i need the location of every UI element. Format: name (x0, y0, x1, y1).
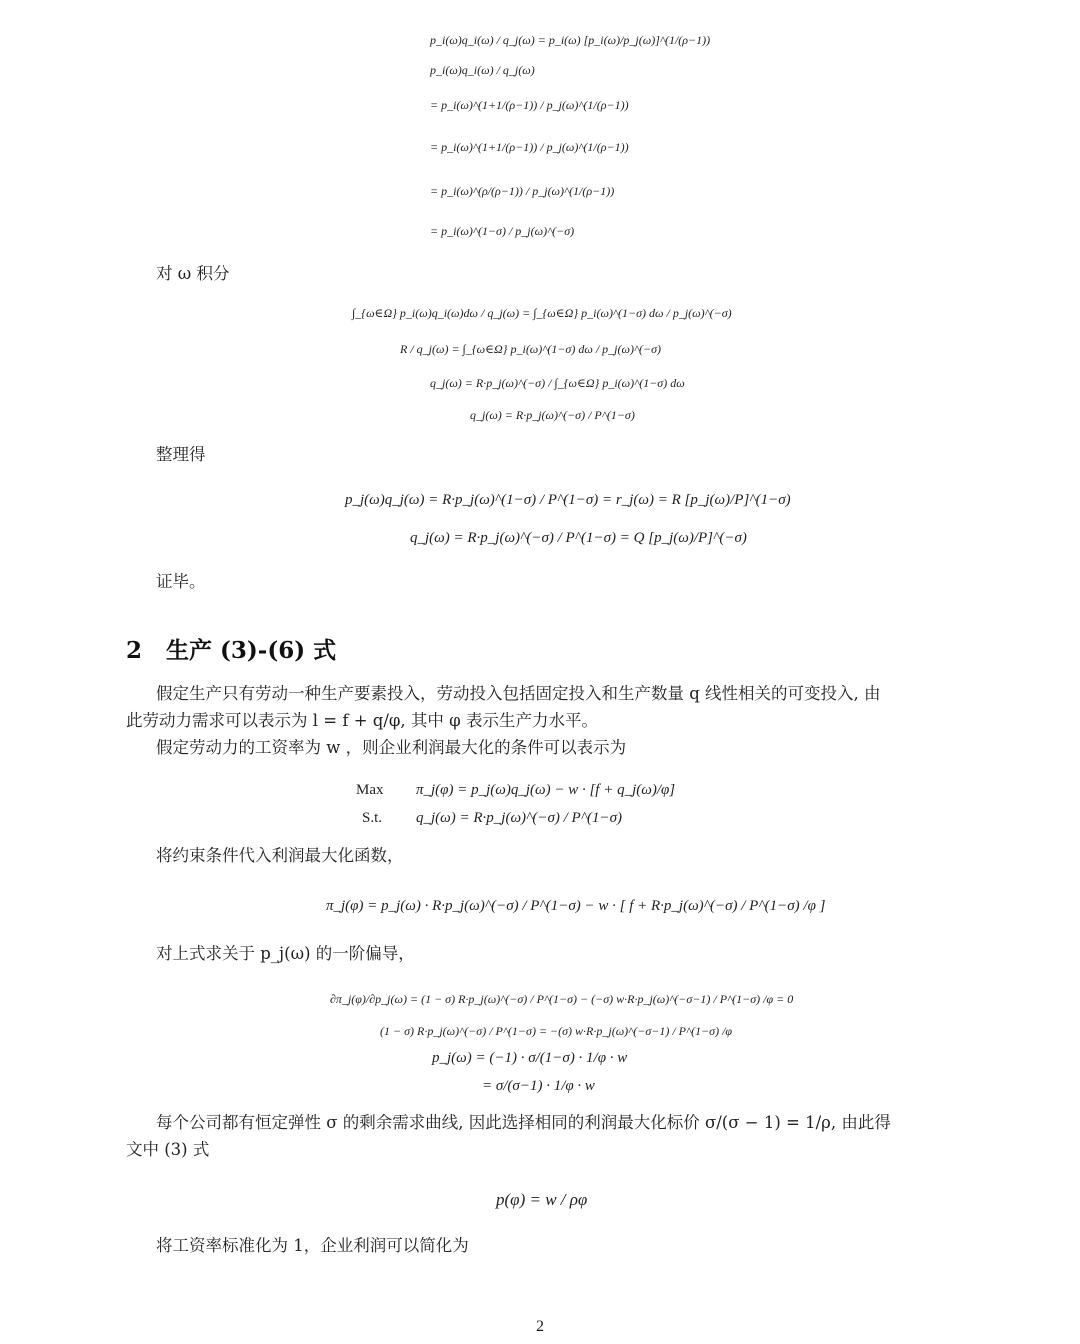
equation-line: = p_i(ω)^(1−σ) / p_j(ω)^(−σ) (430, 224, 575, 238)
equation-line: q_j(ω) = R·p_j(ω)^(−σ) / ∫_{ω∈Ω} p_i(ω)^(1−σ) dω (430, 376, 685, 390)
equation-line: q_j(ω) = R·p_j(ω)^(−σ) / P^(1−σ) (470, 408, 635, 422)
equation-line: = p_i(ω)^(1+1/(ρ−1)) / p_j(ω)^(1/(ρ−1)) (430, 140, 629, 154)
text-substitute: 将约束条件代入利润最大化函数， (156, 846, 404, 865)
constraint-equation: q_j(ω) = R·p_j(ω)^(−σ) / P^(1−σ) (416, 810, 623, 826)
text-arrange: 整理得 (156, 445, 206, 464)
page-number: 2 (536, 1318, 544, 1335)
equation-3: p(φ) = w / ρφ (496, 1190, 588, 1209)
equation-line: = σ/(σ−1) · 1/φ · w (482, 1078, 595, 1094)
equation-line: ∫_{ω∈Ω} p_i(ω)q_i(ω)dω / q_j(ω) = ∫_{ω∈Ω} p_i(ω)^(1−σ) dω / p_j(ω)^(−σ) (352, 306, 732, 320)
section-number: 2 (126, 637, 143, 664)
equation-line: p_j(ω)q_j(ω) = R·p_j(ω)^(1−σ) / P^(1−σ) = r_j(ω) = R [p_j(ω)/P]^(1−σ) (345, 492, 791, 508)
paragraph-line: 每个公司都有恒定弹性 σ 的剩余需求曲线, 因此选择相同的利润最大化标价 σ/(σ − 1) = 1/ρ, 由此得 (156, 1113, 891, 1132)
equation-line: p_i(ω)q_i(ω) / q_j(ω) (430, 63, 535, 77)
profit-equation: π_j(φ) = p_j(ω) · R·p_j(ω)^(−σ) / P^(1−σ) − w · [ f + R·p_j(ω)^(−σ) / P^(1−σ) /φ ] (326, 898, 826, 914)
equation-line: p_i(ω)q_i(ω) / q_j(ω) = p_i(ω) [p_i(ω)/p_j(ω)]^(1/(ρ−1)) (430, 33, 711, 47)
text-qed: 证毕。 (156, 572, 206, 591)
paragraph-line: 假定生产只有劳动一种生产要素投入，劳动投入包括固定投入和生产数量 q 线性相关的可变投入, 由 (156, 684, 881, 703)
paragraph-line: 假定劳动力的工资率为 w ，则企业利润最大化的条件可以表示为 (156, 738, 627, 757)
paragraph-line: 将工资率标准化为 1，企业利润可以简化为 (156, 1236, 469, 1255)
equation-line: R / q_j(ω) = ∫_{ω∈Ω} p_i(ω)^(1−σ) dω / p_j(ω)^(−σ) (400, 342, 662, 356)
section-title-text: 生产 (3)-(6) 式 (166, 637, 337, 664)
equation-line: = p_i(ω)^(1+1/(ρ−1)) / p_j(ω)^(1/(ρ−1)) (430, 98, 629, 112)
paragraph-line: 此劳动力需求可以表示为 l = f + q/φ, 其中 φ 表示生产力水平。 (126, 711, 598, 730)
st-label: S.t. (362, 810, 383, 826)
equation-line: (1 − σ) R·p_j(ω)^(−σ) / P^(1−σ) = −(σ) w·R·p_j(ω)^(−σ−1) / P^(1−σ) /φ (380, 1024, 733, 1038)
paragraph-line: 文中 (3) 式 (126, 1140, 210, 1159)
section-heading (126, 632, 336, 665)
max-label: Max (356, 782, 384, 798)
objective-equation: π_j(φ) = p_j(ω)q_j(ω) − w · [f + q_j(ω)/φ] (416, 782, 676, 798)
text-derivative: 对上式求关于 p_j(ω) 的一阶偏导， (156, 944, 415, 963)
equation-line: = p_i(ω)^(ρ/(ρ−1)) / p_j(ω)^(1/(ρ−1)) (430, 184, 615, 198)
text-integrate: 对 ω 积分 (156, 264, 230, 283)
equation-line: ∂π_j(φ)/∂p_j(ω) = (1 − σ) R·p_j(ω)^(−σ) / P^(1−σ) − (−σ) w·R·p_j(ω)^(−σ−1) / P^(1−σ) /φ = 0 (330, 992, 794, 1006)
equation-line: q_j(ω) = R·p_j(ω)^(−σ) / P^(1−σ) = Q [p_j(ω)/P]^(−σ) (410, 530, 747, 546)
equation-line: p_j(ω) = (−1) · σ/(1−σ) · 1/φ · w (432, 1050, 628, 1066)
